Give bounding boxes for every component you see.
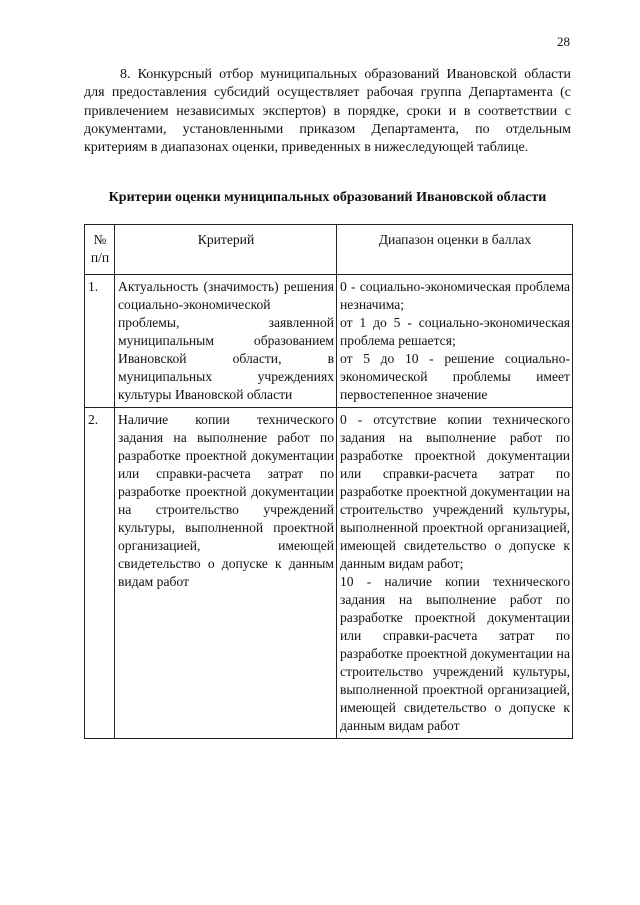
range-cell bbox=[337, 275, 573, 408]
row-number: 1. bbox=[85, 275, 115, 408]
header-criterion: Критерий bbox=[115, 225, 337, 275]
criterion-text: Наличие копии технического задания на выполнение работ по разработке проектной документации или справки-расчета затрат по разработке проектной документации на строительство учреждений культуры, выполненной проектной организацией, имеющей свидетельство о допуске к данным видам работ bbox=[118, 412, 334, 589]
table-row bbox=[85, 408, 573, 739]
range-item: 0 - социально-экономическая проблема незначима; bbox=[340, 279, 570, 312]
table-row bbox=[85, 275, 573, 408]
table-header-row bbox=[85, 225, 573, 275]
range-item: от 1 до 5 - социально-экономическая проблема решается; bbox=[340, 315, 570, 348]
header-num: № п/п bbox=[85, 225, 115, 275]
table-title: Критерии оценки муниципальных образований Ивановской области bbox=[108, 190, 547, 205]
header-range: Диапазон оценки в баллах bbox=[337, 225, 573, 275]
range-item: 0 - отсутствие копии технического задания на выполнение работ по разработке проектной документации или справки-расчета затрат по разработке проектной документации на строительство учреждений культуры, выполненной проектной организацией, имеющей свидетельство о допуске к данным видам работ; bbox=[340, 412, 570, 571]
range-item: 10 - наличие копии технического задания на выполнение работ по разработке проектной документации или справки-расчета затрат по разработке проектной документации на строительство учреждений культуры, выполненной проектной организацией, имеющей свидетельство о допуске к данным видам работ bbox=[340, 574, 570, 733]
criterion-cell bbox=[115, 275, 337, 408]
intro-paragraph: 8. Конкурсный отбор муниципальных образований Ивановской области для предоставления субсидий осуществляет рабочая группа Департамента (с привлечением независимых экспертов) в порядке, сроки и в соответствии с документами, установленными приказом Департамента, по отдельным критериям в диапазонах оценки, приведенных в нижеследующей таблице. bbox=[84, 67, 571, 156]
range-item: от 5 до 10 - решение социально-экономической проблемы имеет первостепенное значение bbox=[340, 351, 570, 402]
criterion-cell bbox=[115, 408, 337, 739]
criteria-table bbox=[84, 224, 573, 739]
row-number: 2. bbox=[85, 408, 115, 739]
criterion-text: Актуальность (значимость) решения социально-экономической проблемы, заявленной муниципальным образованием Ивановской области, в муниципальных учреждениях культуры Ивановской области bbox=[118, 279, 334, 402]
range-cell bbox=[337, 408, 573, 739]
page-number: 28 bbox=[557, 34, 570, 49]
